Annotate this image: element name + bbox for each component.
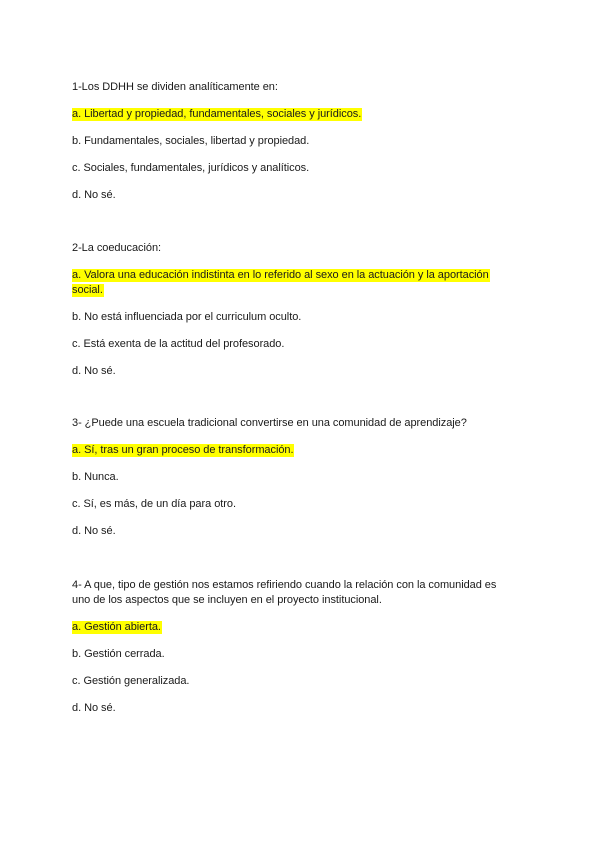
question-4	[72, 578, 512, 728]
answer-option-b: b. Nunca.	[72, 471, 119, 483]
answer-option-a	[72, 268, 512, 298]
question-3	[72, 416, 512, 551]
answer-option-d: d. No sé.	[72, 365, 116, 377]
answer-option-b: b. Fundamentales, sociales, libertad y propiedad.	[72, 135, 310, 147]
answer-option-c: c. Está exenta de la actitud del profesorado.	[72, 338, 285, 350]
question-text: 3- ¿Puede una escuela tradicional convertirse en una comunidad de aprendizaje?	[72, 417, 467, 429]
highlighted-answer: a. Libertad y propiedad, fundamentales, sociales y jurídicos.	[72, 108, 362, 120]
answer-option-b: b. Gestión cerrada.	[72, 648, 165, 660]
answer-option-d: d. No sé.	[72, 702, 116, 714]
answer-option-a	[72, 443, 512, 458]
question-1	[72, 80, 512, 215]
answer-option-d: d. No sé.	[72, 525, 116, 537]
highlighted-answer: a. Gestión abierta.	[72, 621, 161, 633]
question-2	[72, 241, 512, 391]
answer-option-d: d. No sé.	[72, 189, 116, 201]
highlighted-answer: a. Sí, tras un gran proceso de transformación.	[72, 444, 294, 456]
answer-option-b: b. No está influenciada por el curriculum oculto.	[72, 311, 302, 323]
answer-option-a	[72, 107, 512, 122]
question-text: 1-Los DDHH se dividen analíticamente en:	[72, 81, 278, 93]
answer-option-c: c. Sociales, fundamentales, jurídicos y analíticos.	[72, 162, 310, 174]
answer-option-a	[72, 620, 512, 635]
highlighted-answer: a. Valora una educación indistinta en lo referido al sexo en la actuación y la aportación social.	[72, 269, 489, 296]
answer-option-c: c. Sí, es más, de un día para otro.	[72, 498, 236, 510]
question-text: 2-La coeducación:	[72, 242, 162, 254]
answer-option-c: c. Gestión generalizada.	[72, 675, 190, 687]
question-text: 4- A que, tipo de gestión nos estamos refiriendo cuando la relación con la comunidad es uno de los aspectos que se incluyen en el proyecto institucional.	[72, 579, 497, 606]
